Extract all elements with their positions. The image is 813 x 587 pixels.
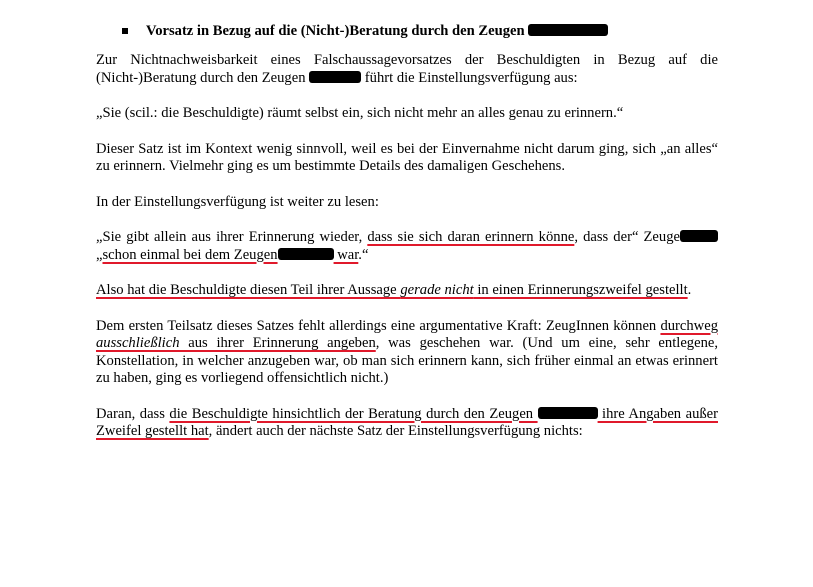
paragraph-intro: Zur Nichtnachweisbarkeit eines Falschaussagevorsatzes der Beschuldigten in Bezug auf die (Nicht-)Beratung durch den Zeugen führt die Einstellungsverfügung aus:: [96, 52, 718, 86]
document-page: [96, 22, 718, 459]
underlined-text: die Beschuldigte hinsichtlich der Beratung durch den Zeugen ihre Angaben außer Zweifel gestellt hat: [96, 405, 718, 439]
redaction-bar: [538, 407, 598, 419]
redaction-bar: [278, 248, 334, 260]
paragraph-final: Daran, dass die Beschuldigte hinsichtlich der Beratung durch den Zeugen ihre Angaben außer Zweifel gestellt hat, ändert auch der nächste Satz der Einstellungsverfügung nichts:: [96, 405, 718, 439]
section-heading: [96, 22, 718, 40]
quote-second: „Sie gibt allein aus ihrer Erinnerung wieder, dass sie sich daran erinnern könne, dass der“ Zeuge „schon einmal bei dem Zeugen war.“: [96, 229, 718, 264]
underlined-text: durchweg ausschließlich aus ihrer Erinnerung angeben: [96, 317, 718, 351]
paragraph-conclusion: Also hat die Beschuldigte diesen Teil ihrer Aussage gerade nicht in einen Erinnerungszweifel gestellt.: [96, 282, 692, 298]
bullet-icon: [122, 28, 128, 34]
underlined-text: dass sie sich daran erinnern könne: [367, 229, 575, 245]
heading-text: Vorsatz in Bezug auf die (Nicht-)Beratung durch den Zeugen: [146, 23, 525, 39]
redaction-bar: [680, 230, 718, 242]
quote-first: „Sie (scil.: die Beschuldigte) räumt selbst ein, sich nicht mehr an alles genau zu erinnern.“: [96, 105, 624, 121]
redaction-bar: [309, 71, 361, 83]
paragraph-context: Dieser Satz ist im Kontext wenig sinnvoll, weil es bei der Einvernahme nicht darum ging, sich „an alles“ zu erinnern. Vielmehr ging es um bestimmte Details des damaligen Geschehens.: [96, 140, 718, 174]
redaction-bar: [528, 24, 608, 36]
paragraph-argument: Dem ersten Teilsatz dieses Satzes fehlt allerdings eine argumentative Kraft: ZeugInnen können durchweg ausschließlich aus ihrer Erinnerung angeben, was geschehen war. (Und um eine, sehr entlegene, Konstellation, in welcher anzugeben war, ob man sich erinnern kann, sich früher einmal an etwas erinnert zu haben, ging es vorliegend offensichtlich nicht.): [96, 317, 718, 386]
underlined-text: schon einmal bei dem Zeugen war: [102, 246, 359, 263]
paragraph-lead-in: In der Einstellungsverfügung ist weiter zu lesen:: [96, 193, 379, 210]
underlined-text: Also hat die Beschuldigte diesen Teil ihrer Aussage gerade nicht in einen Erinnerungszweifel gestellt: [96, 282, 688, 298]
